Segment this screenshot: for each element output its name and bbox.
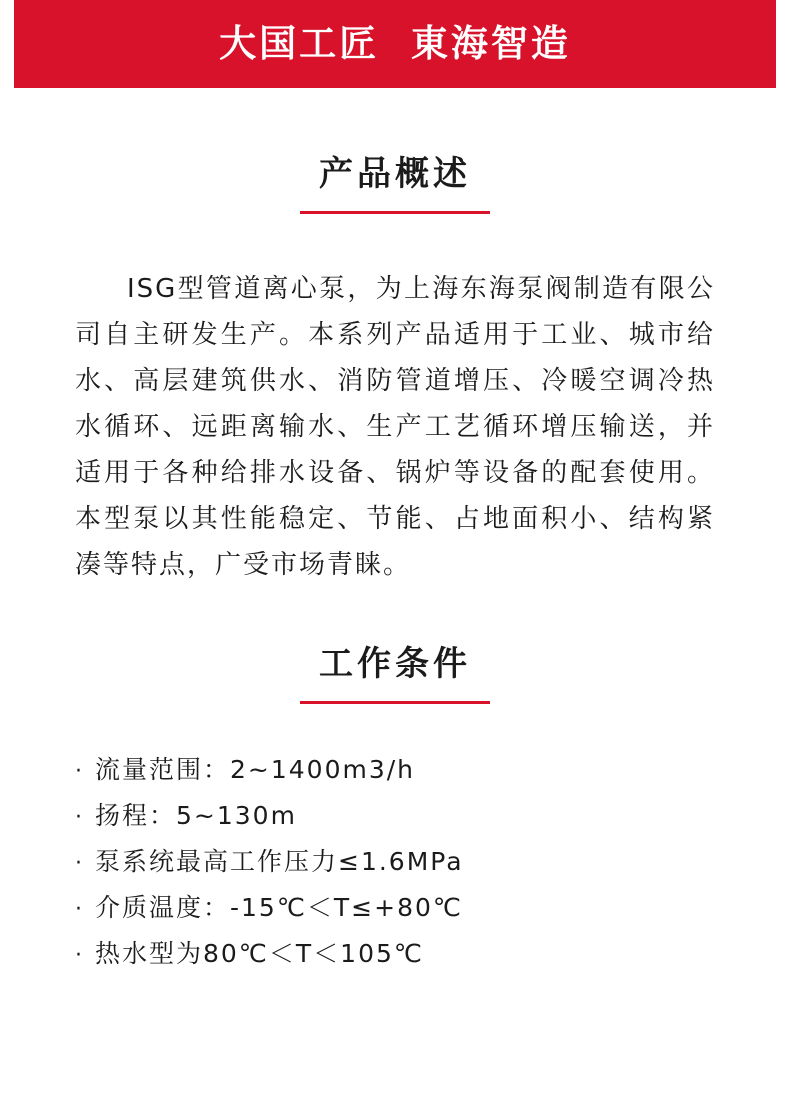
overview-body-text: ISG型管道离心泵，为上海东海泵阀制造有限公司自主研发生产。本系列产品适用于工业、城市给水、高层建筑供水、消防管道增压、冷暖空调冷热水循环、远距离输水、生产工艺循环增压输送，并适用于各种给排水设备、锅炉等设备的配套使用。本型泵以其性能稳定、节能、占地面积小、结构紧凑等特点，广受市场青睐。 xyxy=(75,273,715,580)
page-title-overview: 产品概述 xyxy=(319,154,471,194)
page-title-conditions: 工作条件 xyxy=(319,643,471,684)
conditions-title-underline xyxy=(300,701,490,704)
list-item-label: 热水型为80℃＜T＜105℃ xyxy=(95,938,424,968)
spec-list xyxy=(75,748,715,978)
overview-title-underline xyxy=(300,211,490,214)
bullet-icon: · xyxy=(75,758,84,784)
list-item-label: 介质温度：-15℃＜T≤+80℃ xyxy=(95,892,463,922)
list-item xyxy=(75,748,715,794)
list-item xyxy=(75,932,715,978)
list-item xyxy=(75,794,715,840)
bullet-icon: · xyxy=(75,942,84,968)
header-banner xyxy=(0,0,790,88)
list-item-label: 流量范围：2~1400m3/h xyxy=(95,754,416,784)
overview-heading-block xyxy=(0,154,790,214)
product-overview-section xyxy=(0,154,790,588)
banner-title: 大国工匠 東海智造 xyxy=(219,22,571,65)
bullet-icon: · xyxy=(75,804,84,830)
list-item-label: 泵系统最高工作压力≤1.6MPa xyxy=(95,846,464,876)
list-item-label: 扬程：5~130m xyxy=(95,800,297,830)
banner-left-edge xyxy=(0,0,14,88)
banner-right-edge xyxy=(776,0,790,88)
list-item xyxy=(75,886,715,932)
list-item xyxy=(75,840,715,886)
bullet-icon: · xyxy=(75,896,84,922)
bullet-icon: · xyxy=(75,850,84,876)
working-conditions-section xyxy=(0,644,790,978)
conditions-heading-block xyxy=(0,644,790,704)
